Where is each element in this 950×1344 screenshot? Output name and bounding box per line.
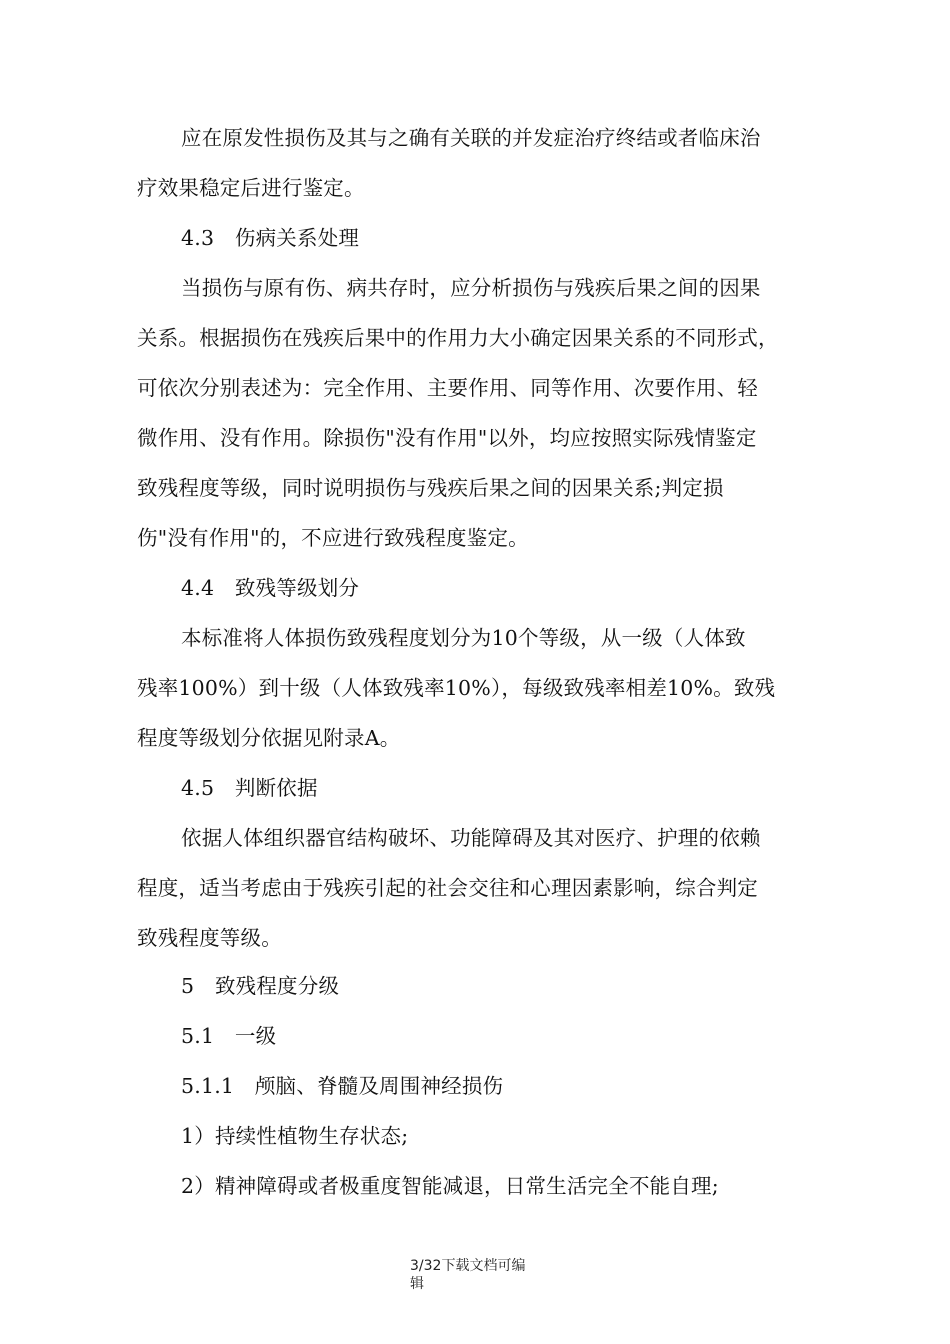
section-heading: 4.3 伤病关系处理 — [181, 226, 360, 250]
section-heading: 4.5 判断依据 — [181, 776, 318, 800]
text-line: 伤"没有作用"的，不应进行致残程度鉴定。 — [137, 526, 529, 550]
text-line: 应在原发性损伤及其与之确有关联的并发症治疗终结或者临床治 — [181, 126, 761, 150]
list-item: 2）精神障碍或者极重度智能减退，日常生活完全不能自理; — [181, 1174, 719, 1198]
text-line: 本标准将人体损伤致残程度划分为10个等级，从一级（人体致 — [181, 626, 746, 650]
footer-line: 3/32下载文档可编 — [410, 1258, 526, 1274]
text-line: 致残程度等级，同时说明损伤与残疾后果之间的因果关系;判定损 — [137, 476, 724, 500]
text-line: 当损伤与原有伤、病共存时，应分析损伤与残疾后果之间的因果 — [181, 276, 761, 300]
text-line: 依据人体组织器官结构破坏、功能障碍及其对医疗、护理的依赖 — [181, 826, 761, 850]
section-heading: 5.1 一级 — [181, 1024, 277, 1048]
text-line: 残率100%）到十级（人体致残率10%），每级致残率相差10%。致残 — [137, 676, 776, 700]
list-item: 1）持续性植物生存状态; — [181, 1124, 409, 1148]
page-footer — [410, 1257, 525, 1293]
footer-line: 辑 — [410, 1276, 424, 1292]
text-line: 致残程度等级。 — [137, 926, 282, 950]
section-heading: 5.1.1 颅脑、脊髓及周围神经损伤 — [181, 1074, 504, 1098]
text-line: 微作用、没有作用。除损伤"没有作用"以外，均应按照实际残情鉴定 — [137, 426, 757, 450]
section-heading: 5 致残程度分级 — [181, 974, 340, 998]
text-line: 程度等级划分依据见附录A。 — [137, 726, 401, 750]
text-line: 可依次分别表述为：完全作用、主要作用、同等作用、次要作用、轻 — [137, 376, 758, 400]
section-heading: 4.4 致残等级划分 — [181, 576, 360, 600]
text-line: 疗效果稳定后进行鉴定。 — [137, 176, 365, 200]
text-line: 关系。根据损伤在残疾后果中的作用力大小确定因果关系的不同形式， — [137, 326, 779, 350]
text-line: 程度，适当考虑由于残疾引起的社会交往和心理因素影响，综合判定 — [137, 876, 758, 900]
